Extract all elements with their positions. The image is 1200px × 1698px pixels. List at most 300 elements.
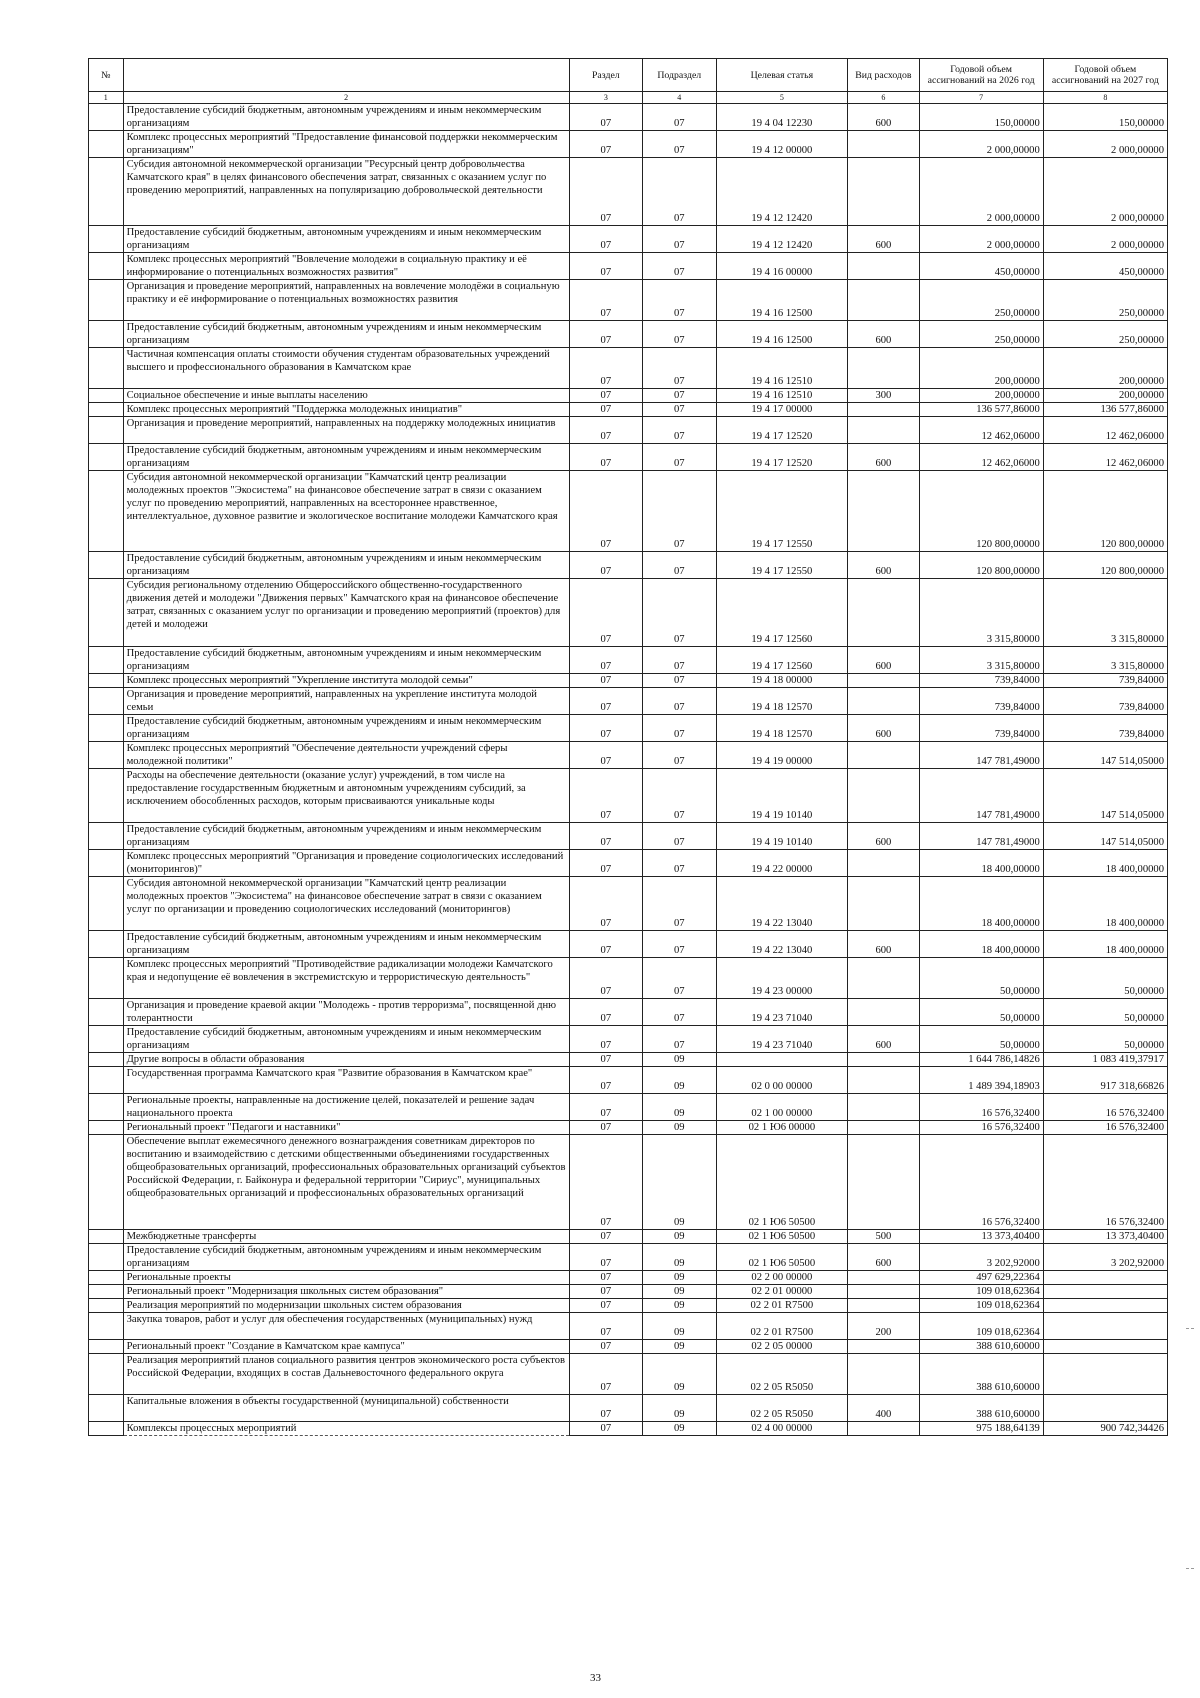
row-subsection-cell: 09 [643,1422,716,1436]
table-row [89,742,1168,769]
row-subsection-cell: 09 [643,1285,716,1299]
row-target-cell: 19 4 18 00000 [716,674,848,688]
table-row [89,688,1168,715]
row-type-cell [848,1053,919,1067]
table-row [89,226,1168,253]
margin-mark [1186,1328,1194,1329]
row-section-cell: 07 [569,1053,642,1067]
row-amount-2026-cell: 200,00000 [919,389,1043,403]
row-amount-2027-cell: 450,00000 [1043,253,1167,280]
row-name-cell: Капитальные вложения в объекты государственной (муниципальной) собственности [123,1395,569,1422]
row-number-cell [89,280,124,321]
row-name-cell: Региональный проект "Педагоги и наставники" [123,1121,569,1135]
row-type-cell: 300 [848,389,919,403]
row-subsection-cell: 09 [643,1340,716,1354]
row-amount-2027-cell: 50,00000 [1043,1026,1167,1053]
row-amount-2027-cell: 16 576,32400 [1043,1121,1167,1135]
row-name-cell: Обеспечение выплат ежемесячного денежного вознаграждения советникам директоров по воспитанию и взаимодействию с детскими общественными объединениями государственных общеобразовательных организаций, профессиональных образовательных организаций субъектов Российской Федерации, г. Байконура и федеральной территории "Сириус", муниципальных общеобразовательных организаций и профессиональных образовательных организаций [123,1135,569,1230]
row-target-cell [716,1053,848,1067]
row-number-cell [89,403,124,417]
row-target-cell: 19 4 22 00000 [716,850,848,877]
row-amount-2026-cell: 18 400,00000 [919,931,1043,958]
row-type-cell: 200 [848,1313,919,1340]
row-number-cell [89,742,124,769]
row-name-cell: Комплекс процессных мероприятий "Обеспечение деятельности учреждений сферы молодежной политики" [123,742,569,769]
row-section-cell: 07 [569,647,642,674]
row-name-cell: Государственная программа Камчатского края "Развитие образования в Камчатском крае" [123,1067,569,1094]
row-section-cell: 07 [569,104,642,131]
row-amount-2026-cell: 50,00000 [919,958,1043,999]
row-amount-2027-cell: 16 576,32400 [1043,1094,1167,1121]
row-subsection-cell: 07 [643,999,716,1026]
row-amount-2026-cell: 18 400,00000 [919,877,1043,931]
row-amount-2026-cell: 147 781,49000 [919,769,1043,823]
row-target-cell: 19 4 16 12510 [716,348,848,389]
row-name-cell: Реализация мероприятий планов социального развития центров экономического роста субъектов Российской Федерации, входящих в состав Дальневосточного федерального округа [123,1354,569,1395]
row-subsection-cell: 07 [643,253,716,280]
row-name-cell: Закупка товаров, работ и услуг для обеспечения государственных (муниципальных) нужд [123,1313,569,1340]
row-number-cell [89,688,124,715]
row-subsection-cell: 07 [643,931,716,958]
row-section-cell: 07 [569,1026,642,1053]
table-row [89,850,1168,877]
row-amount-2027-cell: 136 577,86000 [1043,403,1167,417]
row-amount-2027-cell [1043,1271,1167,1285]
row-number-cell [89,715,124,742]
row-section-cell: 07 [569,444,642,471]
row-number-cell [89,674,124,688]
row-target-cell: 19 4 23 00000 [716,958,848,999]
row-type-cell [848,769,919,823]
row-amount-2027-cell: 917 318,66826 [1043,1067,1167,1094]
row-amount-2027-cell [1043,1285,1167,1299]
row-amount-2026-cell: 109 018,62364 [919,1285,1043,1299]
row-type-cell [848,742,919,769]
row-target-cell: 19 4 22 13040 [716,931,848,958]
row-amount-2026-cell: 150,00000 [919,104,1043,131]
col-number: 6 [848,92,919,104]
row-amount-2026-cell: 147 781,49000 [919,823,1043,850]
row-amount-2027-cell: 3 202,92000 [1043,1244,1167,1271]
row-target-cell: 19 4 16 12500 [716,280,848,321]
row-amount-2027-cell: 18 400,00000 [1043,877,1167,931]
table-row [89,579,1168,647]
row-section-cell: 07 [569,1067,642,1094]
row-number-cell [89,1121,124,1135]
row-subsection-cell: 07 [643,769,716,823]
row-amount-2027-cell: 120 800,00000 [1043,471,1167,552]
row-type-cell [848,1067,919,1094]
row-target-cell: 19 4 17 12550 [716,552,848,579]
table-row [89,348,1168,389]
row-amount-2026-cell: 109 018,62364 [919,1313,1043,1340]
row-section-cell: 07 [569,403,642,417]
row-subsection-cell: 07 [643,104,716,131]
row-amount-2026-cell: 2 000,00000 [919,131,1043,158]
row-subsection-cell: 09 [643,1354,716,1395]
table-row [89,552,1168,579]
col-number: 3 [569,92,642,104]
margin-mark [1186,1568,1194,1569]
row-number-cell [89,1053,124,1067]
row-number-cell [89,1422,124,1436]
row-section-cell: 07 [569,850,642,877]
row-amount-2027-cell: 147 514,05000 [1043,823,1167,850]
row-section-cell: 07 [569,688,642,715]
row-number-cell [89,417,124,444]
row-number-cell [89,158,124,226]
row-name-cell: Социальное обеспечение и иные выплаты населению [123,389,569,403]
table-row [89,1244,1168,1271]
row-target-cell: 02 2 05 R5050 [716,1354,848,1395]
row-number-cell [89,1340,124,1354]
row-section-cell: 07 [569,1313,642,1340]
row-amount-2027-cell: 250,00000 [1043,280,1167,321]
row-amount-2027-cell: 120 800,00000 [1043,552,1167,579]
col-number: 2 [123,92,569,104]
col-number: 5 [716,92,848,104]
row-name-cell: Региональный проект "Модернизация школьных систем образования" [123,1285,569,1299]
row-number-cell [89,253,124,280]
row-name-cell: Предоставление субсидий бюджетным, автономным учреждениям и иным некоммерческим организациям [123,1244,569,1271]
row-type-cell: 400 [848,1395,919,1422]
row-section-cell: 07 [569,1230,642,1244]
row-target-cell: 19 4 12 00000 [716,131,848,158]
row-name-cell: Организация и проведение краевой акции "Молодежь - против терроризма", посвященной дню толерантности [123,999,569,1026]
row-subsection-cell: 07 [643,348,716,389]
row-number-cell [89,389,124,403]
row-name-cell: Комплексы процессных мероприятий [123,1422,569,1436]
table-row [89,1271,1168,1285]
row-amount-2026-cell: 120 800,00000 [919,471,1043,552]
row-amount-2027-cell: 3 315,80000 [1043,647,1167,674]
row-amount-2027-cell [1043,1340,1167,1354]
row-target-cell: 19 4 17 12560 [716,579,848,647]
row-subsection-cell: 07 [643,131,716,158]
table-row [89,1340,1168,1354]
header-name [123,59,569,92]
row-number-cell [89,850,124,877]
table-row [89,1395,1168,1422]
row-amount-2027-cell: 200,00000 [1043,389,1167,403]
row-type-cell [848,688,919,715]
header-subsection: Подраздел [643,59,716,92]
row-amount-2027-cell: 900 742,34426 [1043,1422,1167,1436]
table-row [89,931,1168,958]
table-row [89,715,1168,742]
row-name-cell: Комплекс процессных мероприятий "Организация и проведение социологических исследований (мониторингов)" [123,850,569,877]
row-number-cell [89,1313,124,1340]
row-name-cell: Частичная компенсация оплаты стоимости обучения студентам образовательных учреждений высшего и профессионального образования в Камчатском крае [123,348,569,389]
row-amount-2027-cell: 16 576,32400 [1043,1135,1167,1230]
row-number-cell [89,1230,124,1244]
row-name-cell: Предоставление субсидий бюджетным, автономным учреждениям и иным некоммерческим организациям [123,104,569,131]
row-subsection-cell: 07 [643,226,716,253]
row-amount-2026-cell: 2 000,00000 [919,158,1043,226]
row-target-cell: 19 4 04 12230 [716,104,848,131]
row-type-cell: 600 [848,226,919,253]
row-type-cell [848,674,919,688]
row-amount-2026-cell: 12 462,06000 [919,417,1043,444]
table-row [89,444,1168,471]
row-subsection-cell: 07 [643,1026,716,1053]
row-number-cell [89,131,124,158]
row-subsection-cell: 07 [643,579,716,647]
row-amount-2027-cell: 50,00000 [1043,958,1167,999]
row-section-cell: 07 [569,226,642,253]
row-type-cell [848,958,919,999]
row-amount-2026-cell: 1 489 394,18903 [919,1067,1043,1094]
table-row [89,1354,1168,1395]
row-subsection-cell: 07 [643,158,716,226]
row-target-cell: 19 4 19 00000 [716,742,848,769]
row-section-cell: 07 [569,1422,642,1436]
row-section-cell: 07 [569,931,642,958]
row-target-cell: 19 4 18 12570 [716,688,848,715]
row-section-cell: 07 [569,999,642,1026]
row-section-cell: 07 [569,280,642,321]
row-name-cell: Межбюджетные трансферты [123,1230,569,1244]
row-amount-2026-cell: 147 781,49000 [919,742,1043,769]
table-row [89,321,1168,348]
table-row [89,417,1168,444]
row-number-cell [89,931,124,958]
row-type-cell [848,280,919,321]
row-amount-2027-cell: 250,00000 [1043,321,1167,348]
row-number-cell [89,769,124,823]
col-number: 1 [89,92,124,104]
row-amount-2027-cell [1043,1313,1167,1340]
row-type-cell: 600 [848,321,919,348]
row-target-cell: 02 1 00 00000 [716,1094,848,1121]
row-target-cell: 19 4 12 12420 [716,226,848,253]
row-amount-2026-cell: 2 000,00000 [919,226,1043,253]
row-subsection-cell: 09 [643,1121,716,1135]
row-section-cell: 07 [569,1299,642,1313]
row-amount-2027-cell: 12 462,06000 [1043,417,1167,444]
col-number: 7 [919,92,1043,104]
row-section-cell: 07 [569,1271,642,1285]
row-subsection-cell: 07 [643,850,716,877]
table-row [89,1299,1168,1313]
row-subsection-cell: 07 [643,417,716,444]
row-number-cell [89,1395,124,1422]
row-type-cell [848,417,919,444]
table-row [89,389,1168,403]
row-name-cell: Предоставление субсидий бюджетным, автономным учреждениям и иным некоммерческим организациям [123,552,569,579]
row-amount-2026-cell: 739,84000 [919,715,1043,742]
row-number-cell [89,348,124,389]
header-target: Целевая статья [716,59,848,92]
table-row [89,674,1168,688]
table-row [89,158,1168,226]
row-section-cell: 07 [569,1094,642,1121]
row-number-cell [89,1094,124,1121]
row-subsection-cell: 07 [643,389,716,403]
row-name-cell: Предоставление субсидий бюджетным, автономным учреждениям и иным некоммерческим организациям [123,444,569,471]
row-section-cell: 07 [569,1285,642,1299]
row-amount-2026-cell: 450,00000 [919,253,1043,280]
row-section-cell: 07 [569,1354,642,1395]
row-target-cell: 19 4 16 12500 [716,321,848,348]
row-name-cell: Комплекс процессных мероприятий "Предоставление финансовой поддержки некоммерческим организациям" [123,131,569,158]
row-name-cell: Организация и проведение мероприятий, направленных на вовлечение молодёжи в социальную практику и её информирование о потенциальных возможностях развития [123,280,569,321]
row-number-cell [89,1299,124,1313]
row-number-cell [89,226,124,253]
table-row [89,1067,1168,1094]
table-row [89,1230,1168,1244]
row-name-cell: Предоставление субсидий бюджетным, автономным учреждениям и иным некоммерческим организациям [123,715,569,742]
row-name-cell: Комплекс процессных мероприятий "Поддержка молодежных инициатив" [123,403,569,417]
row-section-cell: 07 [569,769,642,823]
row-name-cell: Комплекс процессных мероприятий "Укрепление института молодой семьи" [123,674,569,688]
row-target-cell: 19 4 19 10140 [716,823,848,850]
table-row [89,280,1168,321]
row-subsection-cell: 07 [643,674,716,688]
column-number-row [89,92,1168,104]
row-target-cell: 02 2 01 00000 [716,1285,848,1299]
header-no: № [89,59,124,92]
row-target-cell: 02 2 00 00000 [716,1271,848,1285]
row-target-cell: 19 4 18 12570 [716,715,848,742]
row-type-cell [848,999,919,1026]
row-target-cell: 02 4 00 00000 [716,1422,848,1436]
row-section-cell: 07 [569,1135,642,1230]
row-type-cell: 600 [848,1244,919,1271]
row-name-cell: Комплекс процессных мероприятий "Противодействие радикализации молодежи Камчатского края и недопущение её вовлечения в экстремистскую и террористическую деятельность" [123,958,569,999]
row-subsection-cell: 07 [643,552,716,579]
row-section-cell: 07 [569,742,642,769]
row-amount-2026-cell: 250,00000 [919,321,1043,348]
row-type-cell [848,1299,919,1313]
row-target-cell: 19 4 17 12520 [716,417,848,444]
row-name-cell: Реализация мероприятий по модернизации школьных систем образования [123,1299,569,1313]
row-amount-2027-cell: 2 000,00000 [1043,131,1167,158]
table-body [89,104,1168,1436]
row-subsection-cell: 09 [643,1094,716,1121]
row-target-cell: 02 2 01 R7500 [716,1313,848,1340]
row-name-cell: Предоставление субсидий бюджетным, автономным учреждениям и иным некоммерческим организациям [123,931,569,958]
row-type-cell: 600 [848,931,919,958]
row-name-cell: Региональные проекты, направленные на достижение целей, показателей и решение задач национального проекта [123,1094,569,1121]
row-name-cell: Субсидия автономной некоммерческой организации "Ресурсный центр добровольчества Камчатского края" в целях финансового обеспечения затрат, связанных с оказанием услуг по проведению мероприятий, направленных на популяризацию добровольческой деятельности [123,158,569,226]
row-target-cell: 19 4 17 12520 [716,444,848,471]
row-amount-2027-cell: 12 462,06000 [1043,444,1167,471]
table-row [89,877,1168,931]
row-type-cell [848,471,919,552]
row-amount-2026-cell: 1 644 786,14826 [919,1053,1043,1067]
row-number-cell [89,1026,124,1053]
row-amount-2026-cell: 16 576,32400 [919,1094,1043,1121]
row-amount-2027-cell: 2 000,00000 [1043,158,1167,226]
row-subsection-cell: 07 [643,321,716,348]
row-amount-2027-cell: 739,84000 [1043,674,1167,688]
row-type-cell [848,1354,919,1395]
table-row [89,958,1168,999]
row-number-cell [89,1244,124,1271]
row-type-cell [848,850,919,877]
row-number-cell [89,1354,124,1395]
row-type-cell: 600 [848,1026,919,1053]
row-target-cell: 02 1 Ю6 50500 [716,1230,848,1244]
row-amount-2026-cell: 497 629,22364 [919,1271,1043,1285]
row-name-cell: Предоставление субсидий бюджетным, автономным учреждениям и иным некоммерческим организациям [123,647,569,674]
row-type-cell [848,158,919,226]
row-amount-2026-cell: 3 202,92000 [919,1244,1043,1271]
row-amount-2027-cell [1043,1354,1167,1395]
row-section-cell: 07 [569,348,642,389]
row-number-cell [89,999,124,1026]
row-amount-2026-cell: 50,00000 [919,999,1043,1026]
row-type-cell [848,1271,919,1285]
row-target-cell: 02 2 01 R7500 [716,1299,848,1313]
row-number-cell [89,823,124,850]
header-expense-type: Вид расходов [848,59,919,92]
row-target-cell: 02 1 Ю6 00000 [716,1121,848,1135]
row-section-cell: 07 [569,715,642,742]
row-type-cell [848,1340,919,1354]
table-row [89,1053,1168,1067]
row-target-cell: 02 2 05 00000 [716,1340,848,1354]
row-name-cell: Субсидия региональному отделению Общероссийского общественно-государственного движения детей и молодежи "Движения первых" Камчатского края на финансовое обеспечение затрат, связанных с оказанием услуг по организации и проведению мероприятий (проектов) для детей и молодежи [123,579,569,647]
row-name-cell: Комплекс процессных мероприятий "Вовлечение молодежи в социальную практику и её информирование о потенциальных возможностях развития" [123,253,569,280]
row-number-cell [89,579,124,647]
row-type-cell: 600 [848,552,919,579]
row-type-cell [848,1121,919,1135]
table-row [89,104,1168,131]
row-subsection-cell: 09 [643,1271,716,1285]
table-row [89,823,1168,850]
row-section-cell: 07 [569,823,642,850]
row-section-cell: 07 [569,417,642,444]
row-subsection-cell: 07 [643,715,716,742]
col-number: 4 [643,92,716,104]
row-name-cell: Субсидия автономной некоммерческой организации "Камчатский центр реализации молодежных проектов "Экосистема" на финансовое обеспечение затрат в связи с оказанием услуг по организации и проведению социологических исследований (мониторингов) [123,877,569,931]
row-amount-2027-cell: 3 315,80000 [1043,579,1167,647]
row-type-cell [848,579,919,647]
row-section-cell: 07 [569,579,642,647]
row-target-cell: 19 4 17 12550 [716,471,848,552]
row-target-cell: 02 1 Ю6 50500 [716,1244,848,1271]
row-subsection-cell: 07 [643,647,716,674]
row-type-cell [848,348,919,389]
row-amount-2027-cell [1043,1395,1167,1422]
row-target-cell: 19 4 16 00000 [716,253,848,280]
row-target-cell: 19 4 16 12510 [716,389,848,403]
col-number: 8 [1043,92,1167,104]
row-target-cell: 19 4 23 71040 [716,1026,848,1053]
row-amount-2026-cell: 136 577,86000 [919,403,1043,417]
row-type-cell [848,877,919,931]
row-amount-2027-cell: 2 000,00000 [1043,226,1167,253]
row-section-cell: 07 [569,131,642,158]
row-number-cell [89,958,124,999]
row-target-cell: 02 2 05 R5050 [716,1395,848,1422]
row-amount-2027-cell: 18 400,00000 [1043,931,1167,958]
header-row [89,59,1168,92]
row-type-cell [848,1135,919,1230]
row-amount-2027-cell: 150,00000 [1043,104,1167,131]
row-subsection-cell: 09 [643,1135,716,1230]
table-row [89,1285,1168,1299]
row-amount-2027-cell: 18 400,00000 [1043,850,1167,877]
row-number-cell [89,647,124,674]
row-subsection-cell: 09 [643,1053,716,1067]
row-subsection-cell: 09 [643,1067,716,1094]
row-name-cell: Региональный проект "Создание в Камчатском крае кампуса" [123,1340,569,1354]
row-section-cell: 07 [569,1244,642,1271]
row-name-cell: Предоставление субсидий бюджетным, автономным учреждениям и иным некоммерческим организациям [123,1026,569,1053]
